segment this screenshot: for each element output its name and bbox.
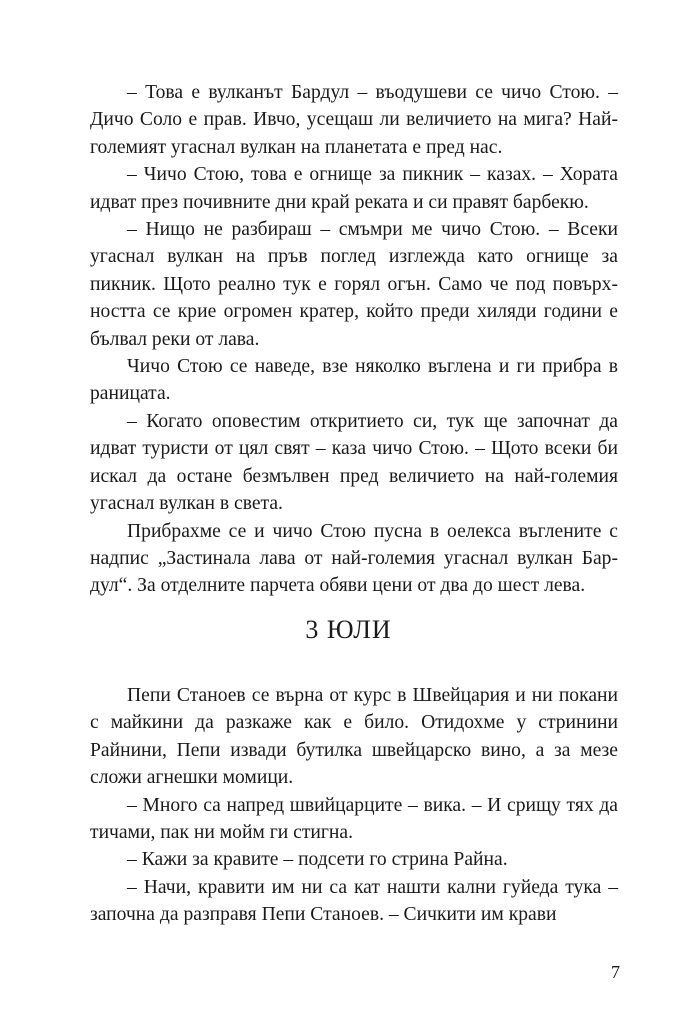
paragraph: Пепи Станоев се върна от курс в Швейцария и ни покани с майкини да разкаже как е било. Отидохме у стринини Райнини, Пепи извади бутилка швейцарско вино, а за мезе сложи агнешки момици. [90,685,618,789]
paragraph: – Когато оповестим откритието си, тук ще започнат да идват туристи от цял свят – каза чичо Стою. – Щото всеки би искал да остане безмълвен пред величието на най-големия угаснал вулкан в света. [90,410,618,515]
text-section-before-chapter [90,79,618,600]
text-section-after-chapter [90,682,618,929]
paragraph: – Кажи за кравите – подсети го стрина Райна. [127,849,508,871]
paragraph: Прибрахме се и чичо Стою пусна в оелекса въглените с надпис „Застинала лава от най-големия угаснал вулкан Бардул“. За отделните парчета обяви цени от два до шест лева. [90,520,618,597]
chapter-heading: 3 ЮЛИ [305,615,392,644]
paragraph: – Нищо не разбираш – смъмри ме чичо Стою. – Всеки угаснал вулкан на пръв поглед изглежда като огнище за пикник. Щото реално тук е горял огън. Само че под повърхността се крие огромен кратер, който преди хиляди години е бълвал реки от лава. [90,219,618,350]
paragraph: – Чичо Стою, това е огнище за пикник – казах. – Хората идват през почивните дни край реката и си правят барбекю. [90,164,618,213]
page-number: 7 [611,962,620,982]
paragraph: – Това е вулканът Бардул – въодушеви се чичо Стою. – Дичо Соло е прав. Ивчо, усещаш ли величието на мига? Най-големият угаснал вулкан на планетата е пред нас. [90,82,618,158]
paragraph: – Много са напред швийцарците – вика. – И срищу тях да тичами, пак ни мойм ги стигна. [90,794,618,844]
paragraph: – Начи, кравити им ни са кат нашти кални гуйеда тука – започна да разправя Пепи Станоев. – Сичкити им крави [90,876,618,926]
paragraph: Чичо Стою се наведе, взе няколко въглена и ги прибра в раницата. [90,356,618,405]
